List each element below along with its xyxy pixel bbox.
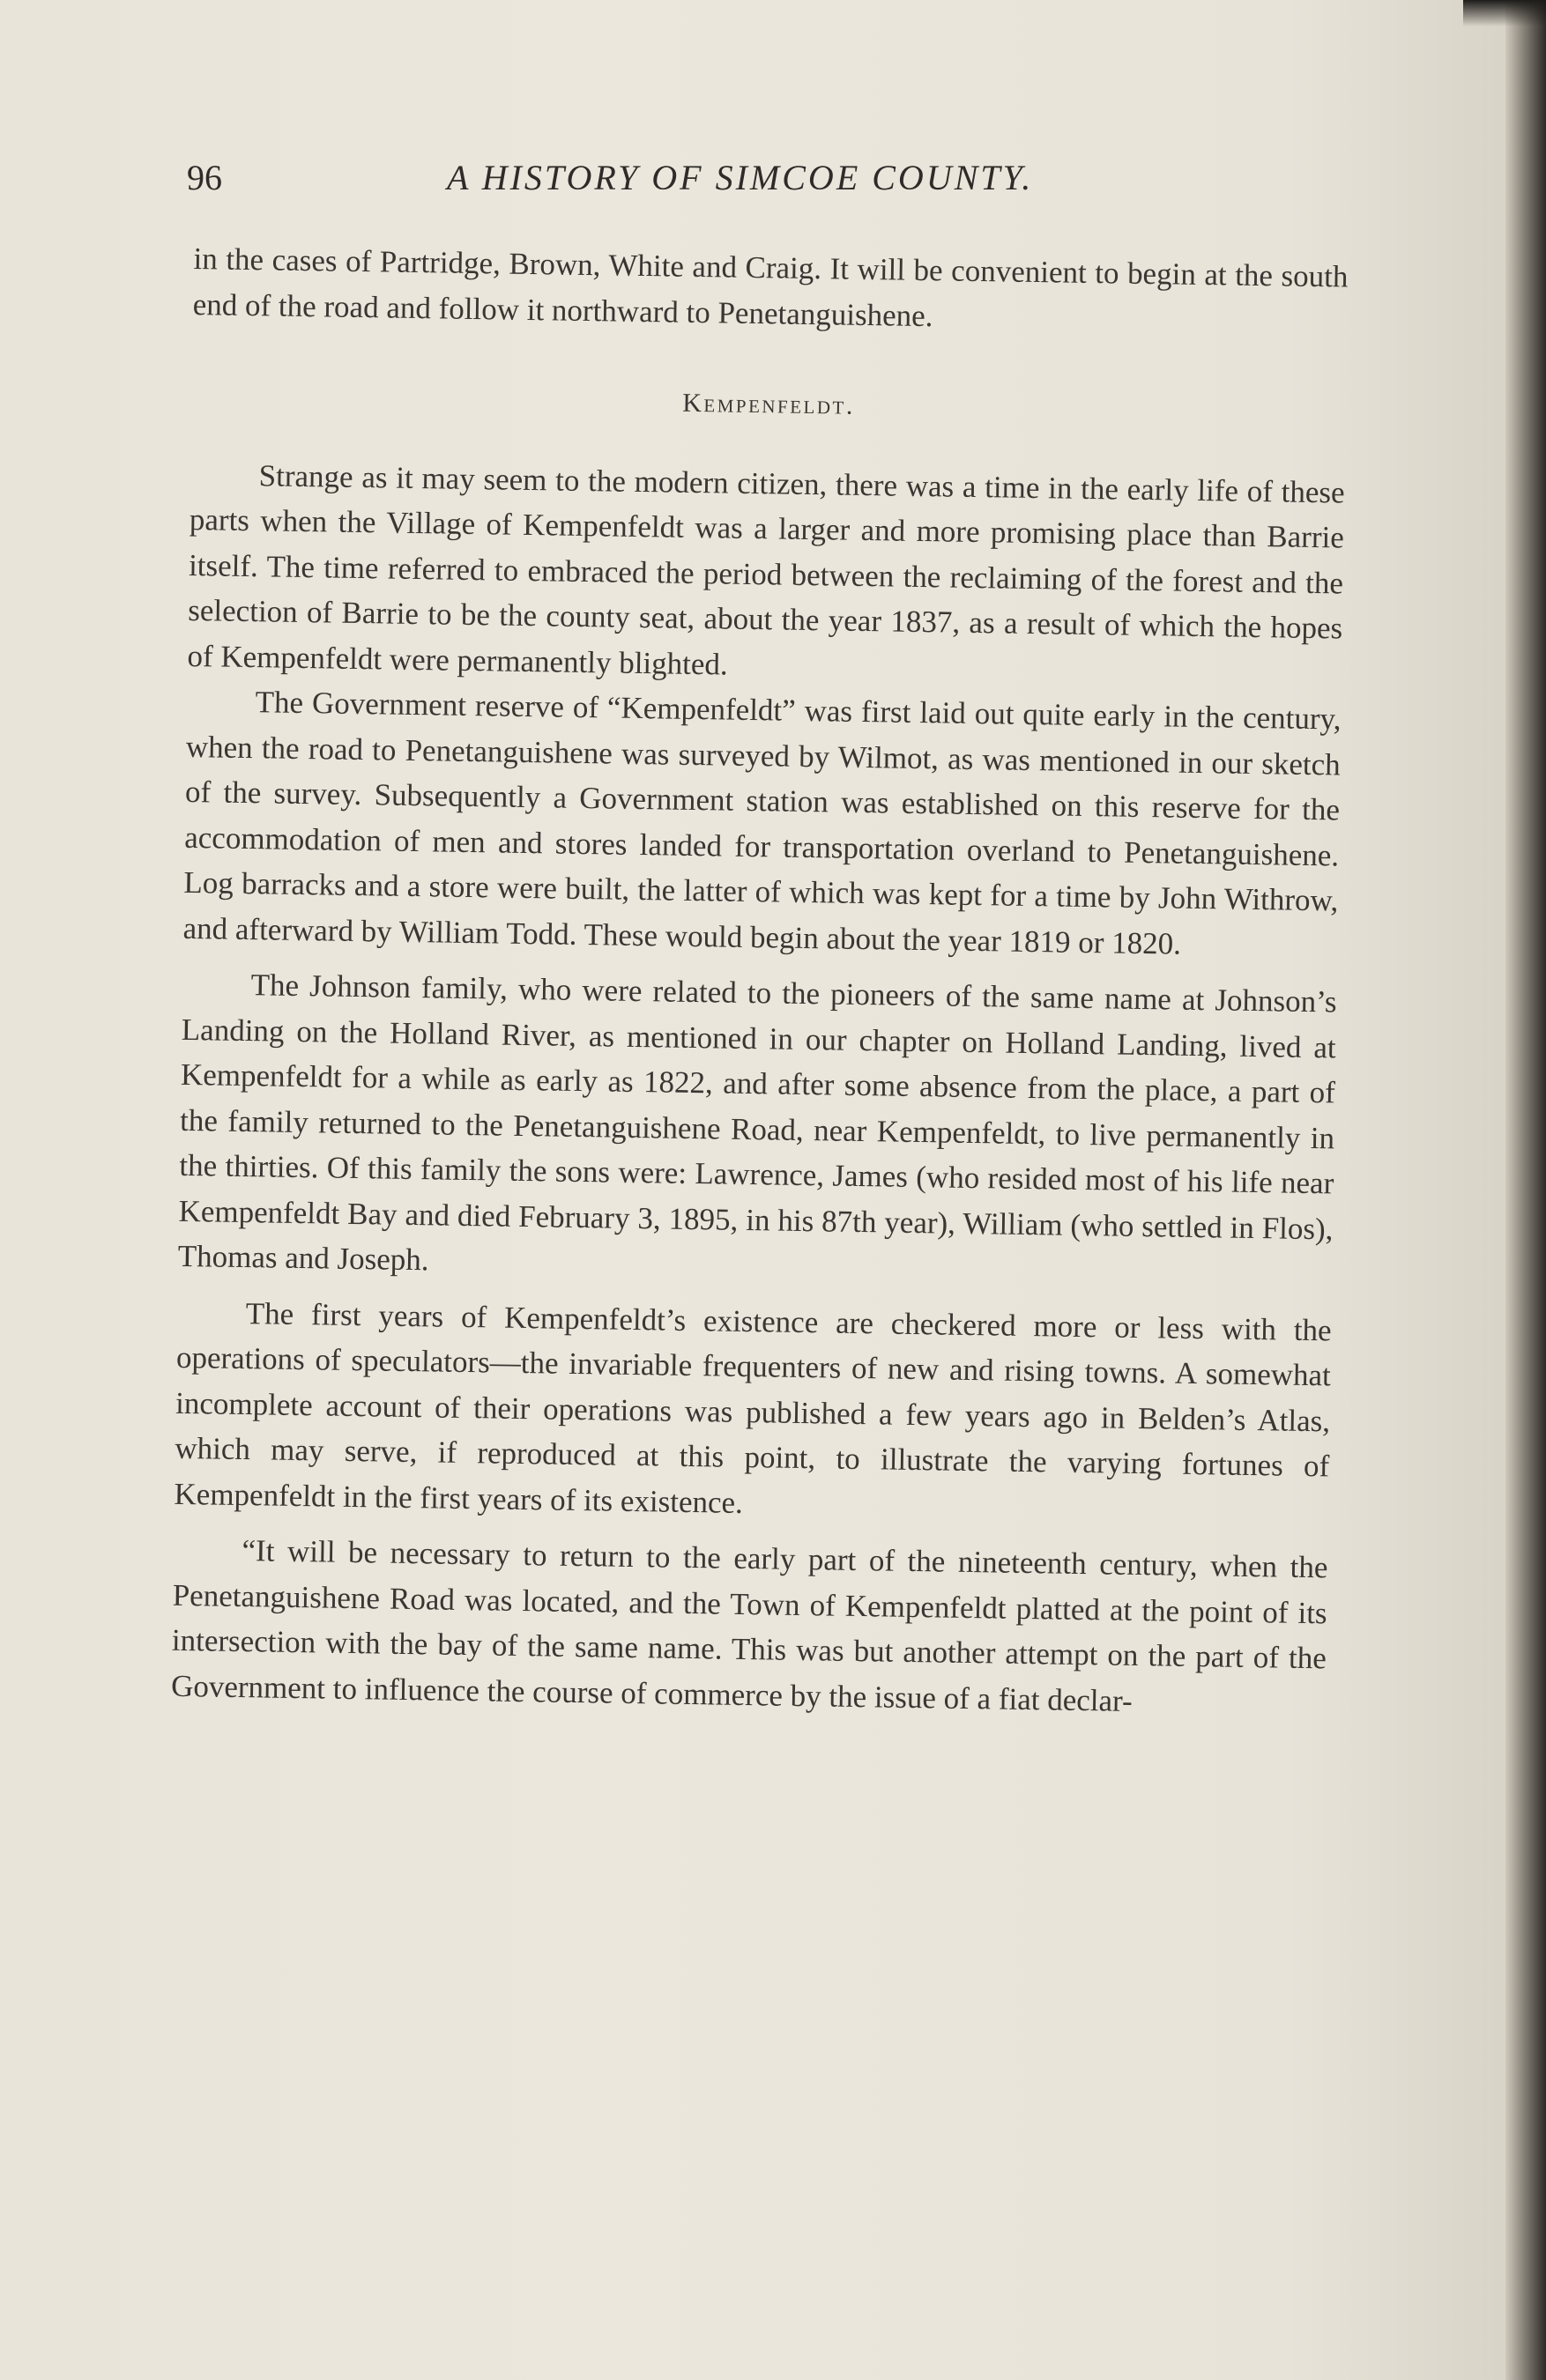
page-corner-shadow: [1463, 0, 1546, 26]
section-heading: Kempenfeldt.: [681, 388, 856, 420]
paragraph-1: Strange as it may seem to the modern citizen, there was a time in the early life of these parts when the Village of Kempenfeldt was a larger and more promising place than Barrie itself. The time referred to embraced the period between the reclaiming of the forest and the selection of Barrie to be the county seat, about the year 1837, as a result of which the hopes of Kempenfeldt were permanently blighted.: [187, 457, 1345, 682]
page-number: 96: [187, 158, 222, 197]
intro-paragraph: in the cases of Partridge, Brown, White and Craig. It will be convenient to begin at the south end of the road and follow it northward to Penetanguishene.: [192, 241, 1349, 333]
page-body: [171, 236, 1349, 1726]
page-gutter-shadow: [1505, 0, 1546, 2380]
running-title: A HISTORY OF SIMCOE COUNTY.: [447, 158, 1034, 197]
paragraph-3: The Johnson family, who were related to the pioneers of the same name at Johnson’s Landing on the Holland River, as mentioned in our chapter on Holland Landing, lived at Kempenfeldt for a while as early as 1822, and after some absence from the place, a part of the family returned to the Penetanguishene Road, near Kempenfeldt, to live permanently in the thirties. Of this family the sons were: Lawrence, James (who resided most of his life near Kempenfeldt Bay and died February 3, 1895, in his 87th year), William (who settled in Flos), Thomas and Joseph.: [177, 968, 1337, 1278]
paragraph-5: “It will be necessary to return to the early part of the nineteenth century, when the Penetanguishene Road was located, and the Town of Kempenfeldt platted at the point of its intersection with the bay of the same name. This was but another attempt on the part of the Government to influence the course of commerce by the issue of a fiat declar-: [170, 1533, 1328, 1718]
paragraph-2: The Government reserve of “Kempenfeldt” was first laid out quite early in the century, when the road to Penetanguishene was surveyed by Wilmot, as was mentioned in our sketch of the survey. Subsequently a Government station was established on this reserve for the accommodation of men and stores landed for transportation overland to Penetanguishene. Log barracks and a store were built, the latter of which was kept for a time by John Withrow, and afterward by William Todd. These would begin about the year 1819 or 1820.: [182, 685, 1342, 961]
paragraph-4: The first years of Kempenfeldt’s existence are checkered more or less with the operations of speculators—the invariable frequenters of new and rising towns. A somewhat incomplete account of their operations was published a few years ago in Belden’s Atlas, which may serve, if reproduced at this point, to illustrate the varying fortunes of Kempenfeldt in the first years of its existence.: [174, 1295, 1332, 1520]
page-header: [187, 157, 1104, 210]
